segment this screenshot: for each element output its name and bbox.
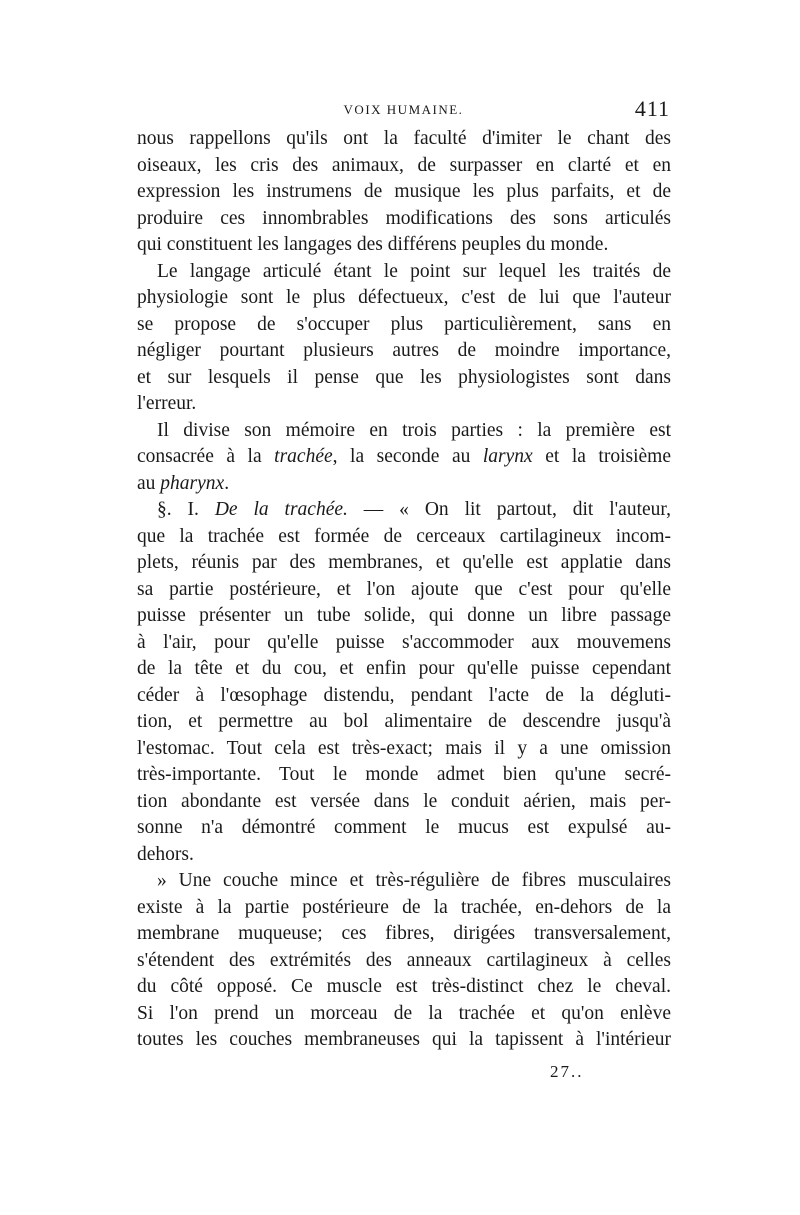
text-line: consacrée à la trachée, la seconde au larynx et la troisième bbox=[137, 446, 671, 467]
running-head bbox=[137, 96, 670, 126]
running-title: VOIX HUMAINE. bbox=[343, 102, 464, 117]
text-line: produire ces innombrables modifications des sons articulés bbox=[137, 207, 671, 229]
text-line: céder à l'œsophage distendu, pendant l'acte de la dégluti- bbox=[137, 684, 671, 706]
text-line: Il divise son mémoire en trois parties : la première est bbox=[157, 419, 671, 441]
text-line: dehors. bbox=[137, 843, 194, 865]
text-line: toutes les couches membraneuses qui la tapissent à l'intérieur bbox=[137, 1029, 671, 1050]
text-line: sa partie postérieure, et l'on ajoute que c'est pour qu'elle bbox=[137, 578, 671, 600]
text-line: l'estomac. Tout cela est très-exact; mais il y a une omission bbox=[137, 737, 671, 759]
text-line: du côté opposé. Ce muscle est très-distinct chez le cheval. bbox=[137, 976, 671, 997]
text-line: » Une couche mince et très-régulière de fibres musculaires bbox=[157, 870, 671, 891]
printer-signature: 27.. bbox=[550, 1062, 584, 1081]
text-line: qui constituent les langages des différens peuples du monde. bbox=[137, 234, 609, 255]
text-line: §. I. De la trachée. — « On lit partout, dit l'auteur, bbox=[157, 499, 671, 520]
text-line: au pharynx. bbox=[137, 472, 230, 494]
text-line: tion abondante est versée dans le conduit aérien, mais per- bbox=[137, 790, 671, 812]
text-line: négliger pourtant plusieurs autres de moindre importance, bbox=[137, 340, 671, 361]
body-text bbox=[137, 126, 671, 1054]
text-line: membrane muqueuse; ces fibres, dirigées transversalement, bbox=[137, 923, 671, 944]
text-line: Si l'on prend un morceau de la trachée et qu'on enlève bbox=[137, 1002, 671, 1024]
text-line: sonne n'a démontré comment le mucus est expulsé au- bbox=[137, 817, 671, 838]
text-line: et sur lesquels il pense que les physiologistes sont dans bbox=[137, 366, 671, 388]
text-line: nous rappellons qu'ils ont la faculté d'imiter le chant des bbox=[137, 128, 671, 149]
text-line: à l'air, pour qu'elle puisse s'accommoder aux mouvemens bbox=[137, 631, 671, 653]
text-line: se propose de s'occuper plus particulièrement, sans en bbox=[137, 313, 671, 335]
text-line: puisse présenter un tube solide, qui donne un libre passage bbox=[137, 605, 671, 626]
text-line: plets, réunis par des membranes, et qu'elle est applatie dans bbox=[137, 552, 671, 573]
text-line: tion, et permettre au bol alimentaire de descendre jusqu'à bbox=[137, 711, 671, 732]
page-number: 411 bbox=[634, 96, 670, 121]
text-line: existe à la partie postérieure de la trachée, en-dehors de la bbox=[137, 896, 671, 918]
text-line: très-importante. Tout le monde admet bien qu'une secré- bbox=[137, 764, 671, 785]
text-line: l'erreur. bbox=[137, 393, 197, 414]
text-line: Le langage articulé étant le point sur lequel les traités de bbox=[157, 260, 671, 282]
text-line: expression les instrumens de musique les plus parfaits, et de bbox=[137, 181, 671, 202]
text-line: oiseaux, les cris des animaux, de surpasser en clarté et en bbox=[137, 154, 671, 176]
text-line: s'étendent des extrémités des anneaux cartilagineux à celles bbox=[137, 949, 671, 971]
text-line: de la tête et du cou, et enfin pour qu'elle puisse cependant bbox=[137, 658, 671, 679]
text-line: que la trachée est formée de cerceaux cartilagineux incom- bbox=[137, 525, 671, 547]
text-line: physiologie sont le plus défectueux, c'est de lui que l'auteur bbox=[137, 287, 671, 308]
